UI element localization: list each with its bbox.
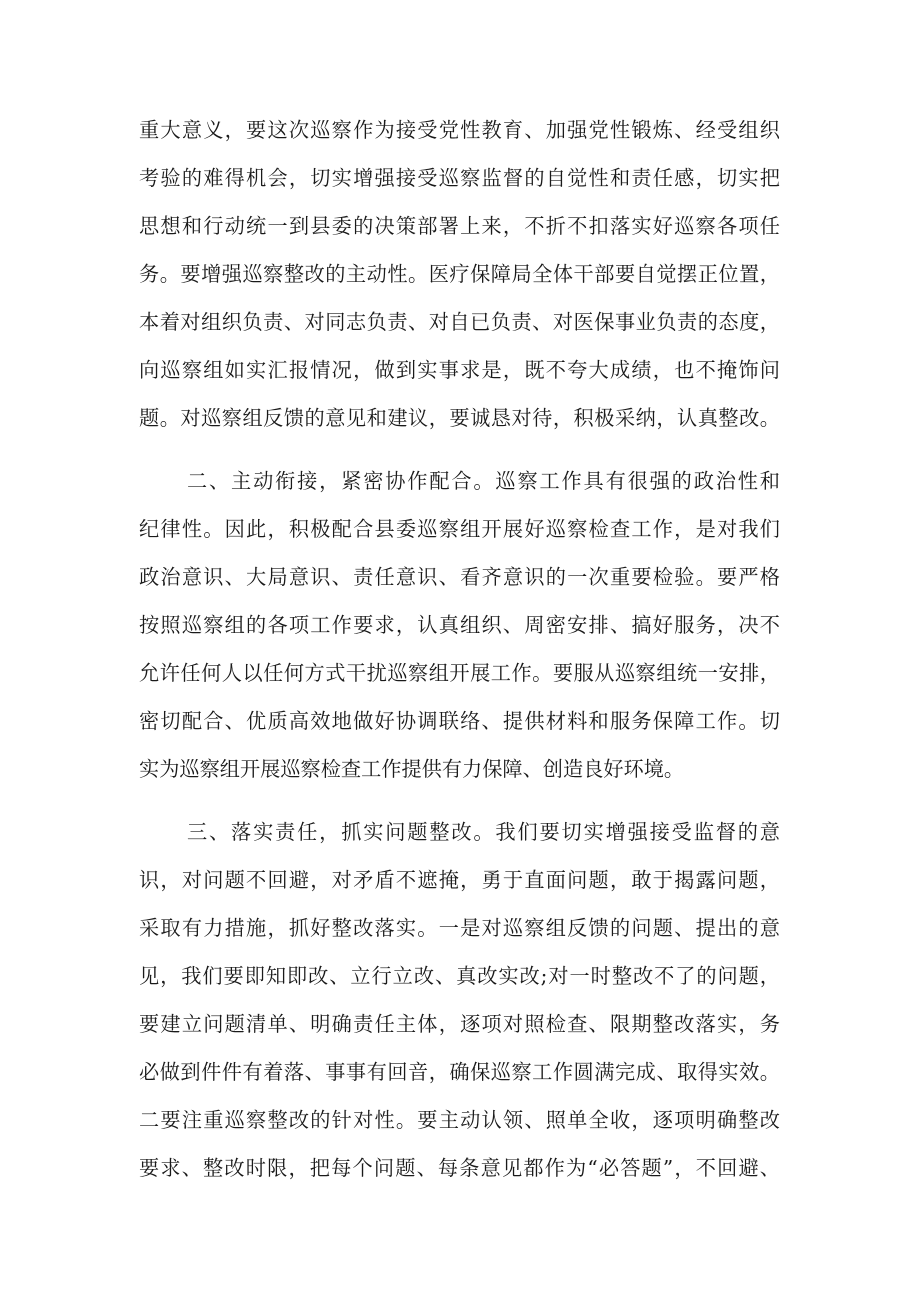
text-line: 考验的难得机会，切实增强接受巡察监督的自觉性和责任感，切实把 [139,166,780,190]
text-line: 务。要增强巡察整改的主动性。医疗保障局全体干部要自觉摆正位置， [139,262,780,286]
text-line: 本着对组织负责、对同志负责、对自已负责、对医保事业负责的态度， [139,310,780,334]
text-line: 重大意义，要这次巡察作为接受党性教育、加强党性锻炼、经受组织 [139,118,780,142]
text-line: 允许任何人以任何方式干扰巡察组开展工作。要服从巡察组统一安排， [139,661,780,685]
text-line: 二要注重巡察整改的针对性。要主动认领、照单全收，逐项明确整改 [139,1108,780,1132]
text-line: 采取有力措施，抓好整改落实。一是对巡察组反馈的问题、提出的意 [139,916,780,940]
text-line: 题。对巡察组反馈的意见和建议，要诚恳对待，积极采纳，认真整改。 [139,406,780,430]
text-line: 密切配合、优质高效地做好协调联络、提供材料和服务保障工作。切 [139,709,780,733]
text-line: 必做到件件有着落、事事有回音，确保巡察工作圆满完成、取得实效。 [139,1060,780,1084]
text-line: 纪律性。因此，积极配合县委巡察组开展好巡察检查工作，是对我们 [139,517,780,541]
text-line: 思想和行动统一到县委的决策部署上来，不折不扣落实好巡察各项任 [139,214,780,238]
text-line: 见，我们要即知即改、立行立改、真改实改;对一时整改不了的问题， [139,964,780,988]
text-line: 要求、整改时限，把每个问题、每条意见都作为“必答题”，不回避、 [139,1156,780,1180]
text-line: 向巡察组如实汇报情况，做到实事求是，既不夸大成绩，也不掩饰问 [139,358,780,382]
text-line: 政治意识、大局意识、责任意识、看齐意识的一次重要检验。要严格 [139,565,780,589]
text-line: 要建立问题清单、明确责任主体，逐项对照检查、限期整改落实，务 [139,1012,780,1036]
paragraph-2-last-line: 实为巡察组开展巡察检查工作提供有力保障、创造良好环境。 [139,757,685,781]
paragraph-3-first-line: 三、落实责任，抓实问题整改。我们要切实增强接受监督的意 [187,820,780,844]
text-line: 按照巡察组的各项工作要求，认真组织、周密安排、搞好服务，决不 [139,613,780,637]
paragraph-2-first-line: 二、主动衔接，紧密协作配合。巡察工作具有很强的政治性和 [187,469,780,493]
text-line: 识，对问题不回避，对矛盾不遮掩，勇于直面问题，敢于揭露问题， [139,868,780,892]
